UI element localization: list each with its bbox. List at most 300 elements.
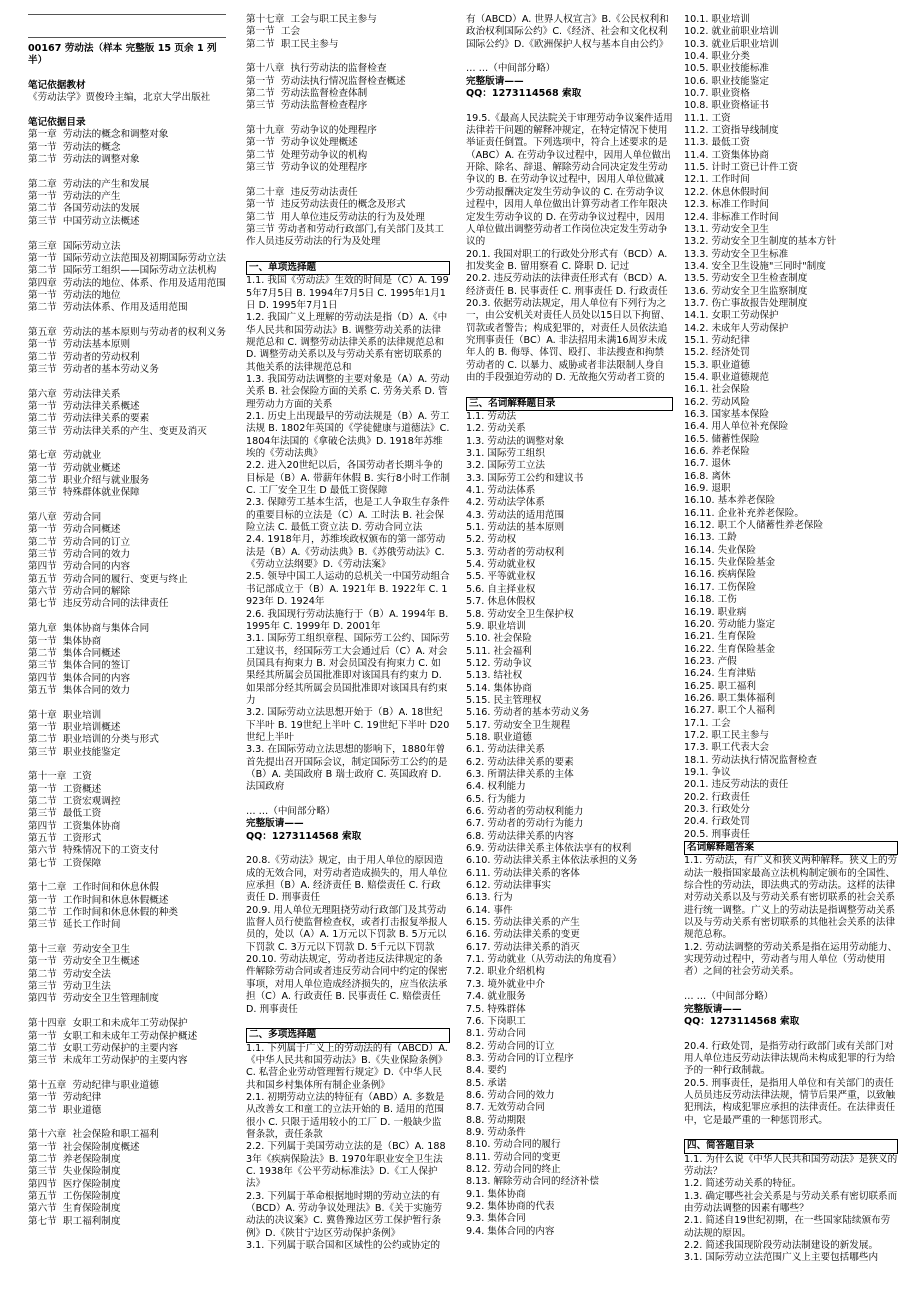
text-line: 8.3. 劳动合同的订立程序 [466, 1052, 574, 1064]
text-line: 第十四章 女职工和未成年工劳动保护 [28, 1018, 188, 1030]
text-line: 15.4. 职业道德规范 [684, 371, 770, 383]
text-line: 13.6. 劳动安全卫生监察制度 [684, 285, 808, 297]
text-line: 8.8. 劳动期限 [466, 1114, 526, 1126]
section-heading: 四、简答题目录 [684, 1139, 898, 1153]
spacer [28, 1006, 226, 1018]
text-line: 8.7. 无效劳动合同 [466, 1102, 545, 1114]
text-line: 第一节 工作时间和休息休假概述 [28, 894, 169, 906]
text-line: 13.4. 安全卫生设施"三同时"制度 [684, 260, 826, 272]
text-line: 16.11. 企业补充养老保险。 [684, 507, 804, 519]
text-line: 16.23. 产假 [684, 655, 737, 667]
text-line: 16.16. 疾病保险 [684, 569, 756, 581]
text-line: 第一节 劳动法的概念 [28, 141, 121, 153]
spacer [466, 100, 673, 112]
section-heading: 三、名词解释题目录 [466, 397, 673, 411]
text-line: 第二十章 违反劳动法责任 [246, 186, 358, 198]
text-line: 第二节 国际劳工组织——国际劳动立法机构 [28, 265, 217, 277]
column-1 [28, 14, 226, 1228]
text-line: 第二节 劳动法监督检查体制 [246, 88, 368, 100]
text-line: 5.13. 结社权 [466, 670, 523, 682]
spacer [28, 105, 226, 117]
text-line: 第四节 劳动合同的内容 [28, 561, 131, 573]
text-line: 11.2. 工资指导线制度 [684, 125, 779, 137]
text-line: 16.22. 生育保险基金 [684, 643, 776, 655]
text-line: 第一节 劳动法律关系概述 [28, 400, 140, 412]
text-line: 第四节 工资集体协商 [28, 820, 121, 832]
text-line: 第四节 集体合同的内容 [28, 672, 131, 684]
text-line: 第二节 养老保险制度 [28, 1153, 121, 1165]
section-heading: 一、单项选择题 [246, 261, 450, 275]
text-line: 第一节 劳动安全卫生概述 [28, 956, 140, 968]
text-line: 第二节 集体合同概述 [28, 647, 121, 659]
text-line: 3.1. 下列属于联合国和区域性的公约或协定的 [246, 1240, 441, 1252]
column-3 [466, 14, 673, 1238]
text-line: 第二节 女职工劳动保护的主要内容 [28, 1042, 179, 1054]
text-line: 第二节 劳动者的劳动权利 [28, 351, 140, 363]
text-line: 6.11. 劳动法律关系的客体 [466, 867, 580, 879]
text-line: 6.17. 劳动法律关系的消灭 [466, 941, 580, 953]
text-line: 9.2. 集体协商的代表 [466, 1201, 555, 1212]
text-line: 5.2. 劳动权 [466, 534, 517, 546]
text-line: 10.4. 职业分类 [684, 51, 750, 63]
text-line: 7.6. 下岗职工 [466, 1015, 526, 1027]
text-line: 16.10. 基本养老保险 [684, 495, 776, 507]
text-line: 第五章 劳动法的基本原则与劳动者的权利义务 [28, 326, 226, 338]
text-line: 11.1. 工资 [684, 112, 731, 124]
spacer [28, 1068, 226, 1080]
text-line: 2.5. 领导中国工人运动的总机关一中国劳动组合书记部成立于（B）A. 1921年 B. 1922年 C. 1923年 D. 1924年 [246, 571, 450, 608]
text-line: 1.1. 为什么说《中华人民共和国劳动法》是狭义的劳动法？ [684, 1153, 898, 1177]
text-line: 6.6. 劳动者的劳动权利能力 [466, 806, 584, 817]
spacer [28, 759, 226, 771]
text-line: 第七节 违反劳动合同的法律责任 [28, 598, 169, 610]
text-line: 11.3. 最低工资 [684, 137, 750, 149]
text-line: 第二节 职业道德 [28, 1104, 102, 1116]
text-line: 4.1. 劳动法体系 [466, 485, 536, 497]
text-line: 14.1. 女职工劳动保护 [684, 310, 779, 322]
text-line: 16.27. 职工个人福利 [684, 705, 776, 717]
text-line: 第五节 工资形式 [28, 833, 102, 844]
text-line: 2.3. 保障劳工基本生活，也是工人争取生存条件的重要目标的立法是（C）A. 工时法 B. 社会保险立法 C. 最低工资立法 D. 劳动合同立法 [246, 497, 450, 534]
spacer [466, 384, 673, 396]
text-line: 15.1. 劳动纪律 [684, 334, 750, 346]
text-line: 第三节 劳动者的基本劳动义务 [28, 363, 159, 375]
text-line: 11.4. 工资集体协商 [684, 149, 770, 161]
spacer [246, 794, 450, 806]
text-line: 第十七章 工会与职工民主参与 [246, 14, 377, 25]
text-line: 16.12. 职工个人储蓄性养老保险 [684, 520, 824, 532]
text-line: 16.8. 离休 [684, 470, 731, 482]
text-line: 第九章 集体协商与集体合同 [28, 623, 150, 635]
text-line: 8.4. 要约 [466, 1065, 507, 1077]
text-line: 第二节 处理劳动争议的机构 [246, 149, 368, 161]
text-line: 2.1. 初期劳动立法的特征有（ABD）A. 多数是从改善女工和童工的立法开始的 B. 适用的范围很小 C. 只限于适用较小的工厂 D. 一般缺少监督条款，责任条款 [246, 1091, 445, 1140]
text-line: 第二节 各国劳动法的发展 [28, 203, 140, 215]
spacer [684, 1028, 898, 1040]
text-line: 2.6. 我国现行劳动法施行于（B）A. 1994年 B. 1995年 C. 1999年 D. 2001年 [246, 608, 452, 632]
text-line: 第十二章 工作时间和休息休假 [28, 882, 159, 894]
text-line: 4.3. 劳动法的适用范围 [466, 509, 565, 521]
text-line: 20.4. 行政处罚，是指劳动行政部门或有关部门对用人单位违反劳动法律法规尚未构成犯罪的行为给予的一种行政制裁。 [684, 1040, 896, 1077]
section-heading: 笔记依据教材 [28, 80, 86, 92]
text-line: 16.21. 生育保险 [684, 631, 756, 643]
text-line: 16.24. 生育津贴 [684, 668, 756, 680]
text-line: 第一节 劳动合同概述 [28, 524, 121, 536]
section-heading: 笔记依据目录 [28, 117, 86, 129]
text-line: 3.2. 国际劳工立法 [466, 460, 545, 472]
section-heading: QQ：1273114568 索取 [246, 830, 362, 842]
text-line: 13.2. 劳动安全卫生制度的基本方针 [684, 236, 837, 248]
text-line: 8.2. 劳动合同的订立 [466, 1040, 555, 1052]
text-line: 15.2. 经济处罚 [684, 347, 750, 359]
spacer [466, 51, 673, 63]
text-line: 第三节 劳动法律关系的产生、变更及消灭 [28, 425, 207, 437]
spacer [246, 174, 450, 186]
spacer [28, 611, 226, 623]
text-line: 第二节 劳动法律关系的要素 [28, 413, 150, 425]
text-line: 3.3. 在国际劳动立法思想的影响下，1880年曾首先提出召开国际会议，制定国际劳工公约的是（B）A. 美国政府 B 瑞士政府 C. 英国政府 D. 法国政府 [246, 744, 448, 793]
section-heading: 完整版请—— [246, 818, 304, 830]
text-line: 第十六章 社会保险和职工福利 [28, 1129, 159, 1141]
text-line: 第十一章 工资 [28, 771, 92, 783]
spacer [246, 843, 450, 855]
text-line: 5.6. 自主择业权 [466, 583, 536, 595]
spacer [28, 438, 226, 450]
spacer [684, 1127, 898, 1139]
text-line: 第一章 劳动法的概念和调整对象 [28, 129, 169, 141]
text-line: 第一节 女职工和未成年工劳动保护概述 [28, 1030, 198, 1042]
text-line: 《劳动法学》贾俊玲主编，北京大学出版社 [28, 92, 211, 104]
text-line: 第二节 劳动安全法 [28, 968, 111, 980]
text-line: 16.20. 劳动能力鉴定 [684, 618, 776, 630]
text-line: 6.7. 劳动者的劳动行为能力 [466, 818, 584, 830]
text-line: 2.2. 简述我国现阶段劳动法制建设的新发展。 [684, 1240, 879, 1252]
spacer [28, 14, 226, 38]
text-line: 14.2. 未成年人劳动保护 [684, 322, 789, 334]
text-line: 20.8.《劳动法》规定，由于用人单位的原因造成的无效合同，对劳动者造成损失的，用人单位应承担（B）A. 经济责任 B. 赔偿责任 C. 行政责任 D. 刑事责任 [246, 855, 448, 904]
text-line: 5.8. 劳动安全卫生保护权 [466, 608, 574, 620]
text-line: 第八章 劳动合同 [28, 512, 102, 524]
text-line: 3.1. 国际劳动立法范围广义上主要包括哪些内 [684, 1252, 879, 1264]
text-line: 第四节 医疗保险制度 [28, 1178, 121, 1190]
text-line: 第二节 用人单位违反劳动法的行为及处理 [246, 211, 425, 223]
text-line: 10.1. 职业培训 [684, 14, 750, 25]
text-line: 1.2. 简述劳动关系的特征。 [684, 1178, 802, 1190]
text-line: 6.2. 劳动法律关系的要素 [466, 756, 574, 768]
text-line: 第六章 劳动法律关系 [28, 388, 121, 400]
text-line: 8.6. 劳动合同的效力 [466, 1089, 555, 1101]
text-line: 12.4. 非标准工作时间 [684, 211, 779, 223]
text-line: 5.17. 劳动安全卫生规程 [466, 719, 571, 731]
text-line: 10.7. 职业资格 [684, 88, 750, 100]
text-line: 5.1. 劳动法的基本原则 [466, 522, 565, 534]
text-line: 2.3. 下列属于革命根据地时期的劳动立法的有（BCD）A. 劳动争议处理法》B.《关于实施劳动法的决议案》C. 冀鲁豫边区劳工保护暂行条例》D.《陕甘宁边区劳动保护条例》 [246, 1190, 443, 1239]
text-line: 第二章 劳动法的产生和发展 [28, 178, 150, 190]
text-line: 1.3. 劳动法的调整对象 [466, 435, 565, 447]
text-line: 16.5. 储蓄性保险 [684, 433, 760, 445]
text-line: 16.6. 养老保险 [684, 446, 750, 458]
text-line: 第三节 未成年工劳动保护的主要内容 [28, 1055, 188, 1067]
text-line: 9.4. 集体合同的内容 [466, 1225, 555, 1237]
text-line: 20.4. 行政处罚 [684, 816, 750, 828]
text-line: 第十三章 劳动安全卫生 [28, 944, 131, 956]
spacer [246, 1016, 450, 1028]
text-line: 8.12. 劳动合同的终止 [466, 1163, 561, 1175]
text-line: 16.15. 失业保险基金 [684, 557, 776, 569]
text-line: 1.3. 确定哪些社会关系是与劳动关系有密切联系而由劳动法调整的因素有哪些？ [684, 1190, 898, 1214]
text-line: 第一节 劳动就业概述 [28, 462, 121, 474]
text-line: 5.3. 劳动者的劳动权利 [466, 546, 565, 558]
spacer [246, 249, 450, 261]
text-line: 第五节 集体合同的效力 [28, 684, 131, 696]
text-line: 7.3. 境外就业中介 [466, 978, 545, 990]
text-line: 第一节 劳动法的产生 [28, 191, 121, 203]
text-line: 16.18. 工伤 [684, 594, 737, 606]
text-line: 第二节 劳动法体系、作用及适用范围 [28, 302, 188, 314]
text-line: 第三节 职业技能鉴定 [28, 746, 121, 758]
text-line: 第三章 国际劳动立法 [28, 240, 121, 252]
text-line: 17.2. 职工民主参与 [684, 729, 770, 741]
text-line: 6.16. 劳动法律关系的变更 [466, 929, 580, 941]
text-line: 5.11. 社会福利 [466, 645, 532, 657]
text-line: 第四章 劳动法的地位、体系、作用及适用范围 [28, 277, 226, 289]
text-line: 第六节 劳动合同的解除 [28, 586, 131, 598]
text-line: 第三节 劳动法监督检查程序 [246, 100, 368, 112]
text-line: 第一节 劳动法的地位 [28, 289, 121, 301]
text-line: 第一节 劳动法执行情况监督检查概述 [246, 75, 406, 87]
text-line: 20.2. 违反劳动法的法律责任形式有（BCD）A. 经济责任 B. 民事责任 C. 刑事责任 D. 行政责任 [466, 273, 671, 297]
text-line: 6.8. 劳动法律关系的内容 [466, 830, 574, 842]
text-line: 第三节 特殊群体就业保障 [28, 487, 140, 499]
text-line: 20.5. 刑事责任，是指用人单位和有关部门的责任人员员违反劳动法律法规，情节后果严重，以致触犯刑法，构成犯罪应承担的法律责任。在法律责任中，它是最严重的一种惩罚形式。 [684, 1077, 896, 1126]
text-line: 第三节 劳动争议的处理程序 [246, 162, 368, 174]
text-line: 16.3. 国家基本保险 [684, 409, 770, 420]
section-heading: 二、多项选择题 [246, 1028, 450, 1042]
text-line: 第二节 工作时间和休息休假的种类 [28, 907, 179, 919]
text-line: 6.4. 权利能力 [466, 781, 526, 793]
text-line: 有（ABCD）A. 世界人权宣言》B.《公民权利和政治权利国际公约》C.《经济、社会和文化权利国际公约》D.《欧洲保护人权与基本自由公约》 [466, 14, 669, 50]
text-line: 20.1. 违反劳动法的责任 [684, 779, 789, 791]
section-heading: QQ：1273114568 索取 [684, 1015, 800, 1027]
text-line: 5.16. 劳动者的基本劳动义务 [466, 707, 590, 719]
text-line: 2.1. 历史上出现最早的劳动法规是（B）A. 劳工法规 B. 1802年英国的《学徒健康与道德法》C. 1804年法国的《拿破仑法典》D. 1918年苏维埃的《劳动法典》 [246, 411, 453, 460]
spacer [28, 376, 226, 388]
text-line: 第一节 劳动争议处理概述 [246, 137, 358, 149]
text-line: 16.14. 失业保险 [684, 544, 756, 556]
text-line: 6.14. 事件 [466, 904, 513, 916]
text-line: 19.1. 争议 [684, 766, 731, 778]
text-line: 5.15. 民主管理权 [466, 694, 542, 706]
spacer [246, 51, 450, 63]
text-line: 第二节 职业培训的分类与形式 [28, 734, 159, 746]
text-line: 第十八章 执行劳动法的监督检查 [246, 63, 387, 75]
text-line: 第五节 劳动合同的履行、变更与终止 [28, 573, 188, 585]
text-line: 13.5. 劳动安全卫生检查制度 [684, 273, 808, 285]
text-line: 13.1. 劳动安全卫生 [684, 223, 770, 235]
text-line: 20.10. 劳动法规定，劳动者违反法律规定的条件解除劳动合同或者违反劳动合同中约定的保密事项，对用人单位造成经济损失的，应当依法承担（C）A. 行政责任 B. 民事责任 C. 赔偿责任 D. 刑事责任 [246, 954, 448, 1015]
text-line: 6.3. 所谓法律关系的主体 [466, 768, 574, 780]
text-line: 第二节 职工民主参与 [246, 38, 339, 50]
text-line: 20.9. 用人单位无理阻挠劳动行政部门及其劳动监督人员行使监督检查权，或者打击报复举报人员的，处以（A）A. 1万元以下罚款 B. 5万元以下罚款 C. 3万元以下罚款 D. 5千元以下罚款 [246, 904, 448, 953]
text-line: 20.5. 刑事责任 [684, 828, 750, 840]
text-line: 第十章 职业培训 [28, 709, 102, 721]
spacer [28, 1117, 226, 1129]
text-line: 4.2. 劳动法学体系 [466, 497, 545, 509]
text-line: 6.13. 行为 [466, 892, 513, 904]
text-line: 第六节 生育保险制度 [28, 1203, 121, 1215]
text-line: 13.3. 劳动安全卫生标准 [684, 248, 789, 260]
section-heading: 完整版请—— [684, 1003, 742, 1015]
text-line: … …（中间部分略） [466, 63, 556, 75]
text-line: 第二节 工资宏观调控 [28, 795, 121, 807]
text-line: 20.1. 我国对职工的行政处分形式有（BCD）A. 扣发奖金 B. 留用察看 C. 降职 D. 记过 [466, 248, 671, 272]
section-heading: 名词解释题答案 [684, 841, 898, 855]
text-line: 7.4. 就业服务 [466, 991, 526, 1003]
text-line: 第一节 社会保险制度概述 [28, 1141, 140, 1153]
text-line: 6.9. 劳动法律关系主体依法享有的权利 [466, 843, 632, 855]
text-line: 7.1. 劳动就业（从劳动法的角度看） [466, 954, 622, 966]
text-line: 5.10. 社会保险 [466, 633, 532, 645]
text-line: 1.2. 劳动关系 [466, 423, 526, 435]
column-2 [246, 14, 454, 1252]
text-line: 第七章 劳动就业 [28, 450, 102, 462]
text-line: 3.2. 国际劳动立法思想开始于（B）A. 18世纪下半叶 B. 19世纪上半叶 C. 19世纪下半叶 D20世纪上半叶 [246, 707, 450, 743]
text-line: 第四节 劳动安全卫生管理制度 [28, 993, 159, 1005]
text-line: 第一节 劳动纪律 [28, 1092, 102, 1104]
text-line: 8.9. 劳动条件 [466, 1126, 526, 1138]
text-line: 16.9. 退职 [684, 483, 731, 495]
text-line: 6.12. 劳动法律事实 [466, 880, 552, 892]
text-line: 20.3. 行政处分 [684, 804, 750, 815]
text-line: 第三节 集体合同的签订 [28, 660, 131, 672]
section-heading: 00167 劳动法（样本 完整版 15 页余 1 列半） [28, 43, 217, 67]
text-line: 17.1. 工会 [684, 717, 731, 729]
text-line: 第一节 违反劳动法责任的概念及形式 [246, 199, 406, 211]
text-line: 12.1. 工作时间 [684, 174, 750, 186]
text-line: 2.1. 简述自19世纪初期，在一些国家陆续颁布劳动法规的原因。 [684, 1215, 891, 1239]
text-line: 17.3. 职工代表大会 [684, 742, 770, 754]
text-line: 7.2. 职业介绍机构 [466, 966, 545, 978]
text-line: 16.7. 退休 [684, 458, 731, 470]
text-line: 5.14. 集体协商 [466, 682, 532, 694]
text-line: 1.1. 劳动法，有广义和狭义两种解释。狭义上的劳动法一般指国家最高立法机构制定颁布的全国性、综合性的劳动法，即法典式的劳动法。这样的法律对劳动关系以及与劳动关系有密切联系的社会关系进行统一调整。广义上的劳动法是指调整劳动关系以及与劳动关系有密切联系的其他社会关系的法律规范总称。 [684, 855, 898, 941]
text-line: 10.5. 职业技能标准 [684, 63, 770, 75]
text-line: 6.1. 劳动法律关系 [466, 744, 545, 756]
text-line: 10.8. 职业资格证书 [684, 100, 770, 112]
text-line: 5.9. 职业培训 [466, 620, 526, 632]
text-line: 6.15. 劳动法律关系的产生 [466, 917, 580, 929]
text-line: 16.26. 职工集体福利 [684, 692, 776, 704]
text-line: 3.3. 国际劳工公约和建议书 [466, 472, 584, 484]
text-line: 第三节 劳动卫生法 [28, 981, 111, 993]
text-line: … …（中间部分略） [684, 991, 774, 1003]
text-line: 11.5. 计时工资已计件工资 [684, 162, 798, 174]
text-line: 第三节 劳动合同的效力 [28, 549, 131, 561]
text-line: 16.17. 工伤保险 [684, 581, 756, 593]
text-line: 5.5. 平等就业权 [466, 571, 536, 583]
spacer [28, 932, 226, 944]
text-line: 第三节 中国劳动立法概述 [28, 215, 140, 227]
spacer [684, 979, 898, 991]
text-line: 3.1. 国际劳工组织章程、国际劳工公约、国际劳工建议书，经国际劳工大会通过后（C）A. 对会员国具有拘束力 B. 对会员国没有拘束力 C. 如果经其所属会员国批准即对该国具有约束力 D. 如果部分经其所属会员国批准即对该国具有约束力 [246, 633, 450, 706]
text-line: 13.7. 伤亡事故报告处理制度 [684, 297, 808, 309]
text-line: 16.13. 工龄 [684, 532, 737, 544]
text-line: 第三节 劳动者和劳动行政部门,有关部门及其工作人员违反劳动法的行为及处理 [246, 223, 444, 248]
text-line: 16.19. 职业病 [684, 606, 747, 618]
text-line: 10.6. 职业技能鉴定 [684, 75, 770, 87]
text-line: 15.3. 职业道德 [684, 359, 750, 371]
text-line: 第三节 延长工作时间 [28, 919, 121, 931]
text-line: 16.4. 用人单位补充保险 [684, 421, 789, 433]
text-line: 1.2. 劳动法调整的劳动关系是指在运用劳动能力、实现劳动过程中，劳动者与用人单位（劳动使用者）之间的社会劳动关系。 [684, 941, 898, 978]
text-line: 第五节 工伤保险制度 [28, 1190, 121, 1202]
spacer [28, 68, 226, 80]
text-line: 8.11. 劳动合同的变更 [466, 1151, 561, 1163]
text-line: 5.18. 职业道德 [466, 731, 532, 743]
text-line: 1.1. 下列属于广义上的劳动法的有（ABCD）A.《中华人民共和国劳动法》B.《失业保险条例》C. 私营企业劳动管理暂行规定》D.《中华人民共和国乡村集体所有制企业条例》 [246, 1042, 448, 1091]
text-line: 5.7. 休息休假权 [466, 596, 536, 608]
text-line: 1.1. 我国《劳动法》生效的时间是（C）A. 1995年7月5日 B. 1994年7月5日 C. 1995年1月1日 D. 1995年7月1日 [246, 275, 449, 311]
column-4 [684, 14, 898, 1265]
spacer [28, 315, 226, 327]
text-line: 2.2. 下列属于美国劳动立法的是（BC）A. 1883年《疾病保险法》B. 1970年职业安全卫生法 C. 1938年《公平劳动标准法》D.《工人保护法》 [246, 1141, 446, 1190]
text-line: 16.25. 职工福利 [684, 680, 756, 692]
text-line: 3.1. 国际劳工组织 [466, 448, 545, 460]
spacer [28, 500, 226, 512]
text-line: 16.2. 劳动风险 [684, 396, 750, 408]
text-line: 8.10. 劳动合同的履行 [466, 1139, 561, 1151]
text-line: 第二节 职业介绍与就业服务 [28, 475, 150, 487]
text-line: 16.1. 社会保险 [684, 384, 750, 396]
text-line: 第一节 集体协商 [28, 635, 102, 647]
spacer [28, 166, 226, 178]
text-line: 5.12. 劳动争议 [466, 657, 532, 669]
text-line: 第二节 劳动法的调整对象 [28, 154, 140, 166]
text-line: 10.3. 就业后职业培训 [684, 38, 779, 50]
spacer [246, 113, 450, 125]
text-line: 第七节 工资保障 [28, 857, 102, 869]
text-line: 第六节 特殊情况下的工资支付 [28, 845, 159, 857]
text-line: 8.13. 解除劳动合同的经济补偿 [466, 1176, 599, 1188]
text-line: 第一节 工资概述 [28, 783, 102, 795]
text-line: 2.4. 1918年月，苏维埃政权颁布的第一部劳动法是（B）A.《劳动法典》B.《苏俄劳动法》C.《劳动立法纲要》D.《劳动法案》 [246, 534, 446, 571]
text-line: 20.2. 行政责任 [684, 791, 750, 803]
text-line: 8.1. 劳动合同 [466, 1028, 526, 1040]
text-line: 1.1. 劳动法 [466, 411, 517, 422]
text-line: 第十五章 劳动纪律与职业道德 [28, 1079, 159, 1091]
text-line: 9.1. 集体协商 [466, 1188, 526, 1200]
text-line: 19.5.《最高人民法院关于审理劳动争议案件适用法律若干问题的解释冲规定，在特定情况下使用举证责任倒置。下列选项中，符合上述要求的是（ABC）A. 在劳动争议过程中，因用人单位做出开除、除名、辞退、解除劳动合同决定发生劳动争议的 B. 在劳动争议过程中，因用人单位做减少劳动报酬决定发生劳动争议的 C. 在劳动争议过程中，因用人单位做出计算劳动者工作年限决定发生劳动争议的 D. 在劳动争议过程中，因用人单位做出调整劳动者工作岗位决定发生劳动争议的 [466, 112, 673, 248]
section-heading: QQ：1273114568 索取 [466, 88, 582, 100]
text-line: 20.3. 依据劳动法规定，用人单位有下列行为之一，由公安机关对责任人员处以15日以下拘留、罚款或者警告；构成犯罪的，对责任人员依法追究刑事责任（BC）A. 非法招用未满16周岁未成年人的 B. 侮辱、体罚、殴打、非法搜查和拘禁劳动者的 C. 以暴力、威胁或者非法限制人身自由的手段强迫劳动的 D. 无故拖欠劳动者工资的 [466, 297, 671, 383]
text-line: 7.5. 特殊群体 [466, 1003, 526, 1015]
text-line: 12.2. 休息休假时间 [684, 186, 770, 198]
text-line: 8.5. 承诺 [466, 1077, 507, 1089]
text-line: 第三节 失业保险制度 [28, 1166, 121, 1178]
spacer [28, 697, 226, 709]
text-line: 12.3. 标准工作时间 [684, 199, 770, 211]
section-heading: 完整版请—— [466, 75, 524, 87]
text-line: 第一节 劳动法基本原则 [28, 339, 131, 351]
text-line: 6.5. 行为能力 [466, 793, 526, 805]
text-line: 5.4. 劳动就业权 [466, 559, 536, 571]
text-line: … …（中间部分略） [246, 806, 336, 817]
spacer [28, 870, 226, 882]
text-line: 第三节 最低工资 [28, 808, 102, 820]
text-line: 第一节 职业培训概述 [28, 721, 121, 733]
text-line: 6.10. 劳动法律关系主体依法承担的义务 [466, 855, 638, 867]
spacer [28, 228, 226, 240]
